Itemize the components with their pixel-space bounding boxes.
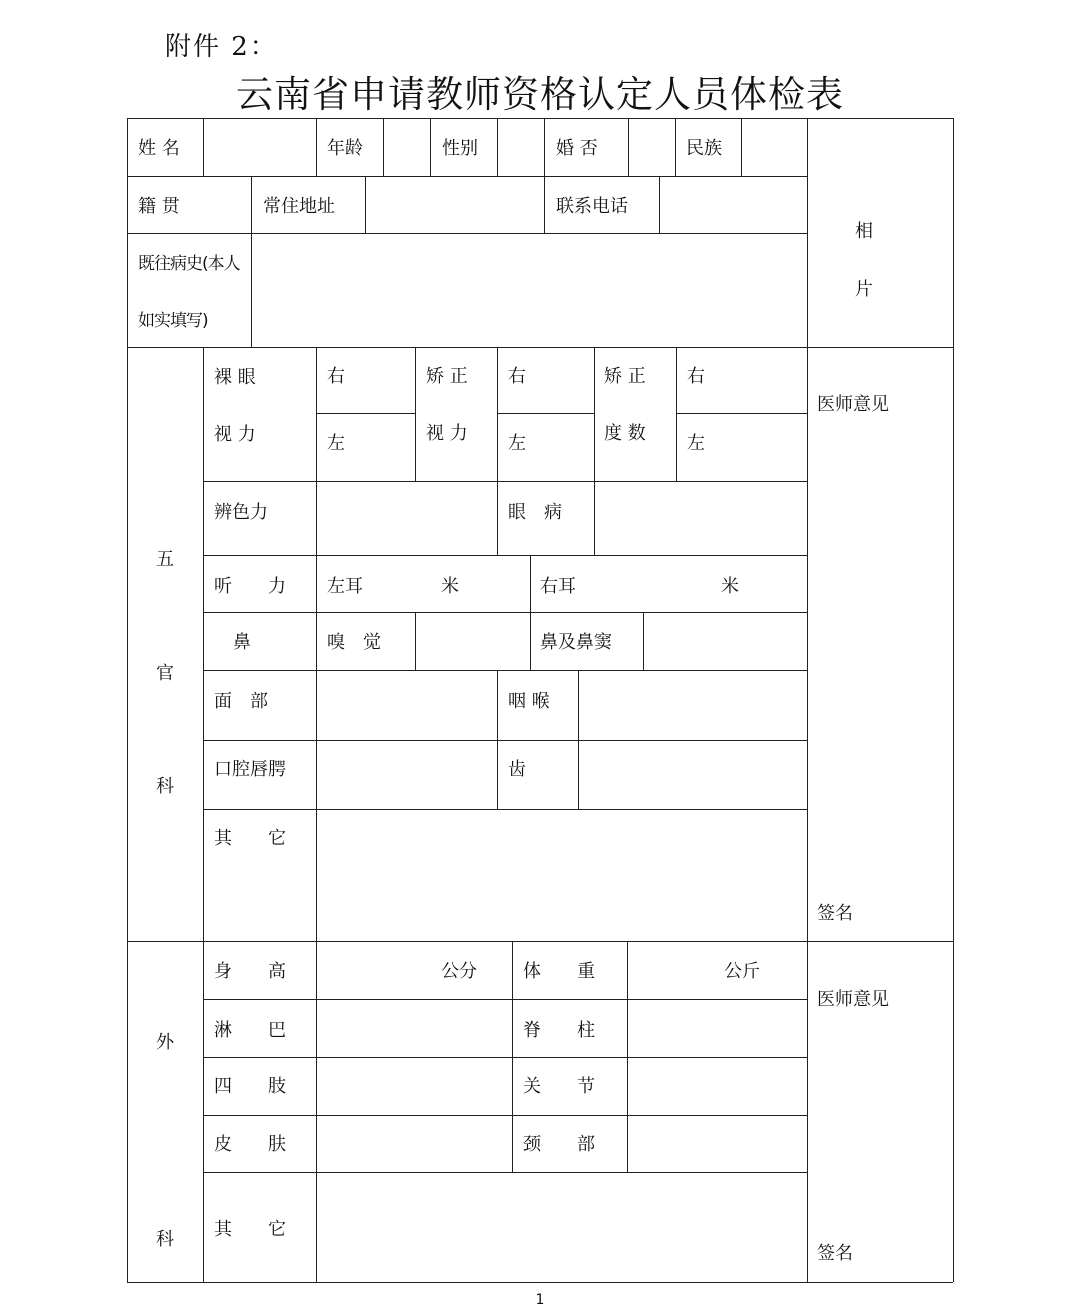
weight-label: 体 重 — [523, 961, 595, 982]
smell-label: 嗅 觉 — [327, 632, 381, 653]
section-facial-2: 官 — [156, 663, 174, 684]
joints-label: 关 节 — [523, 1076, 595, 1097]
corrected-label: 矫 正 — [426, 366, 468, 387]
table-border-right — [953, 118, 954, 1282]
col-line — [627, 941, 628, 1172]
attachment-label: 附件 2： — [165, 32, 278, 62]
col-line — [675, 118, 676, 176]
row-line — [497, 413, 594, 414]
row-line — [203, 1057, 807, 1058]
skin-label: 皮 肤 — [214, 1134, 286, 1155]
medical-history-label-2: 如实填写) — [138, 311, 208, 331]
corrected-vision-label: 视 力 — [426, 423, 468, 444]
left-ear-meter: 米 — [441, 576, 459, 597]
surgery-other-label: 其 它 — [214, 1219, 286, 1240]
marital-label: 婚 否 — [556, 138, 598, 159]
row-line — [203, 809, 807, 810]
table-border-left — [127, 118, 128, 1282]
sinus-label: 鼻及鼻窦 — [540, 632, 612, 653]
hearing-label: 听 力 — [214, 576, 286, 597]
facial-doctor-opinion-label: 医师意见 — [817, 394, 889, 415]
naked-eye-label: 裸 眼 — [214, 367, 256, 388]
section-surgery-2: 科 — [156, 1229, 174, 1250]
row-line — [203, 999, 807, 1000]
row-line — [203, 555, 807, 556]
naked-right-label: 右 — [327, 366, 345, 387]
col-line — [497, 670, 498, 809]
photo-label: 相 — [855, 221, 873, 242]
right-ear-label: 右耳 — [540, 576, 576, 597]
section-facial-1: 五 — [156, 549, 174, 570]
corrected-degree-label: 矫 正 — [604, 366, 646, 387]
face-label: 面 部 — [214, 691, 268, 712]
table-border-top — [127, 118, 953, 119]
facial-signature-label: 签名 — [817, 903, 853, 924]
height-unit: 公分 — [441, 961, 477, 982]
teeth-label: 齿 — [508, 759, 526, 780]
row-line — [127, 347, 953, 348]
age-label: 年龄 — [327, 138, 363, 159]
medical-history-label: 既往病史(本人 — [138, 254, 240, 274]
photo-label-2: 片 — [855, 279, 873, 300]
col-line — [430, 118, 431, 176]
row-line — [203, 612, 807, 613]
section-surgery-1: 外 — [156, 1032, 174, 1053]
gender-label: 性别 — [442, 138, 478, 159]
native-place-label: 籍 贯 — [138, 196, 180, 217]
weight-unit: 公斤 — [724, 961, 760, 982]
row-line — [203, 1172, 807, 1173]
col-line — [512, 941, 513, 1172]
col-line — [676, 347, 677, 481]
table-border-bottom — [127, 1282, 953, 1283]
degree-label: 度 数 — [604, 423, 646, 444]
neck-label: 颈 部 — [523, 1134, 595, 1155]
row-line — [127, 941, 953, 942]
throat-label: 咽 喉 — [508, 691, 550, 712]
height-label: 身 高 — [214, 961, 286, 982]
vision-label: 视 力 — [214, 424, 256, 445]
phone-label: 联系电话 — [556, 196, 628, 217]
col-line — [578, 670, 579, 809]
ethnicity-label: 民族 — [686, 138, 722, 159]
row-line — [127, 233, 807, 234]
col-line — [383, 118, 384, 176]
row-line — [203, 481, 807, 482]
section-facial-3: 科 — [156, 776, 174, 797]
col-line — [497, 347, 498, 555]
corrected-left-label: 左 — [508, 433, 526, 454]
spine-label: 脊 柱 — [523, 1020, 595, 1041]
right-ear-meter: 米 — [721, 576, 739, 597]
lymph-label: 淋 巴 — [214, 1020, 286, 1041]
col-line — [497, 118, 498, 176]
row-line — [203, 740, 807, 741]
eye-disease-label: 眼 病 — [508, 502, 562, 523]
col-line — [544, 118, 545, 233]
left-ear-label: 左耳 — [327, 576, 363, 597]
col-line — [415, 347, 416, 481]
col-line — [628, 118, 629, 176]
col-line — [530, 555, 531, 670]
mouth-label: 口腔唇腭 — [214, 759, 286, 780]
corrected-right-label: 右 — [508, 366, 526, 387]
row-line — [676, 413, 807, 414]
form-title: 云南省申请教师资格认定人员体检表 — [236, 73, 844, 116]
col-line — [659, 176, 660, 233]
col-line — [415, 612, 416, 670]
row-line — [127, 176, 807, 177]
name-label: 姓 名 — [138, 138, 180, 159]
address-label: 常住地址 — [263, 196, 335, 217]
col-line — [594, 347, 595, 555]
nose-label: 鼻 — [233, 632, 251, 653]
row-line — [203, 670, 807, 671]
limbs-label: 四 肢 — [214, 1076, 286, 1097]
color-vision-label: 辨色力 — [214, 502, 268, 523]
col-line — [316, 347, 317, 1282]
col-line — [643, 612, 644, 670]
col-line — [365, 176, 366, 233]
surgery-signature-label: 签名 — [817, 1243, 853, 1264]
col-line — [741, 118, 742, 176]
degree-right-label: 右 — [687, 366, 705, 387]
row-line — [316, 413, 415, 414]
col-line — [203, 118, 204, 176]
col-line — [203, 347, 204, 1282]
naked-left-label: 左 — [327, 433, 345, 454]
col-line — [251, 176, 252, 347]
row-line — [203, 1115, 807, 1116]
col-line — [807, 118, 808, 1282]
degree-left-label: 左 — [687, 433, 705, 454]
facial-other-label: 其 它 — [214, 828, 286, 849]
col-line — [316, 118, 317, 176]
surgery-doctor-opinion-label: 医师意见 — [817, 989, 889, 1010]
page-number: 1 — [535, 1292, 545, 1308]
